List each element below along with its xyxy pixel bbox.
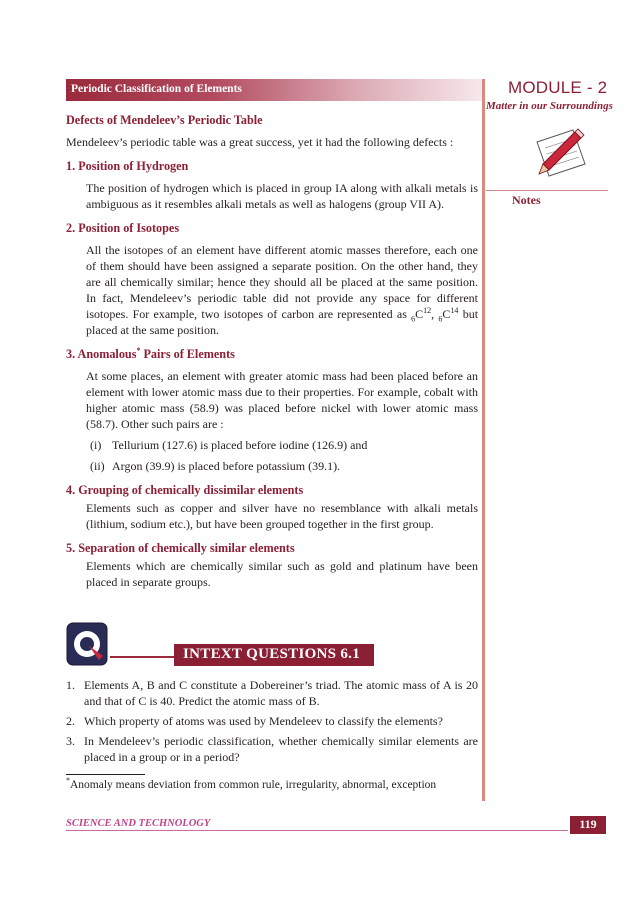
defect-text-4: Elements such as copper and silver have no resemblance with alkali metals (lithium, sodium etc.), but have been grouped together in the first group. (86, 501, 478, 531)
defect-number: 1. (66, 159, 76, 173)
section-title: Defects of Mendeleev’s Periodic Table (66, 113, 263, 127)
margin-rule (482, 79, 485, 801)
isotope-notation: $_6C^{12}$, $_6C^{14}$ (411, 306, 459, 324)
module-subtitle: Matter in our Surroundings (486, 100, 613, 112)
defect-number: 3. (66, 347, 76, 361)
footnote-rule (66, 774, 145, 775)
question-item: 3. In Mendeleev’s periodic classification, whether chemically similar elements are placed in a group or in a period? (66, 734, 478, 764)
intext-question-list (66, 677, 478, 769)
page-number: 119 (579, 817, 597, 831)
intext-questions-header (66, 622, 366, 666)
module-title: MODULE - 2 (508, 78, 608, 97)
defect-heading-2 (66, 220, 478, 236)
page-number-box (570, 816, 606, 834)
chapter-header-bar (66, 79, 482, 101)
footnote-marker: * (136, 345, 141, 355)
footnote: *Anomaly means deviation from common rule, irregularity, abnormal, exception (66, 776, 437, 791)
defect-text-5: Elements which are chemically similar such as gold and platinum have been placed in separate groups. (86, 559, 478, 589)
section-intro: Mendeleev’s periodic table was a great success, yet it had the following defects : (66, 135, 454, 149)
defect-text-2 (86, 242, 478, 338)
defect-body-end: but placed at the same position. (86, 307, 479, 337)
anomalous-pair-item: (ii) Argon (39.9) is placed before potassium (39.1). (90, 459, 341, 473)
defect-title: Separation of chemically similar elements (78, 541, 295, 555)
footer-label: SCIENCE AND TECHNOLOGY (66, 818, 211, 829)
defect-heading-4 (66, 482, 478, 498)
defect-text-1: The position of hydrogen which is placed in group IA along with alkali metals is ambiguous as it resembles alkali metals as well as halogens (group VII A). (86, 181, 478, 211)
notes-divider (486, 190, 608, 191)
notes-label: Notes (512, 193, 541, 207)
defect-text-3: At some places, an element with greater atomic mass had been placed before an element with lower atomic mass due to their properties. For example, cobalt with higher atomic mass (58.9) was placed before nickel with lower atomic mass (58.7). Other such pairs are : (86, 369, 478, 431)
footer-rule (66, 830, 568, 831)
question-mark-icon (66, 622, 108, 666)
defect-number: 2. (66, 221, 76, 235)
defect-body: All the isotopes of an element have different atomic masses therefore, each one of them should have been assigned a separate position. On the other hand, they are all chemically similar; hence they should all be placed at the same position. In fact, Mendeleev’s periodic table did not provide any space for different isotopes. For example, two isotopes of carbon are represented as (86, 243, 478, 321)
defect-title: Position of Isotopes (78, 221, 180, 235)
defect-heading-5 (66, 540, 478, 556)
defect-number: 4. (66, 483, 76, 497)
question-item: 2. Which property of atoms was used by Mendeleev to classify the elements? (66, 714, 443, 728)
intext-title-box (174, 644, 374, 666)
main-content (66, 112, 478, 590)
defect-heading-3 (66, 346, 478, 362)
defect-title: Anomalous (77, 347, 137, 361)
chapter-title: Periodic Classification of Elements (71, 83, 242, 95)
defect-heading-1 (66, 158, 478, 174)
pencil-notepad-icon (529, 124, 591, 182)
intext-title: INTEXT QUESTIONS 6.1 (183, 646, 361, 662)
question-item: 1. Elements A, B and C constitute a Dobereiner’s triad. The atomic mass of A is 20 and that of C is 40. Predict the atomic mass of B. (66, 678, 478, 708)
anomalous-pair-item: (i) Tellurium (127.6) is placed before iodine (126.9) and (90, 438, 368, 452)
defect-number: 5. (66, 541, 76, 555)
defect-title: Position of Hydrogen (78, 159, 189, 173)
defect-title-end: Pairs of Elements (140, 347, 235, 361)
defect-title: Grouping of chemically dissimilar elements (78, 483, 304, 497)
